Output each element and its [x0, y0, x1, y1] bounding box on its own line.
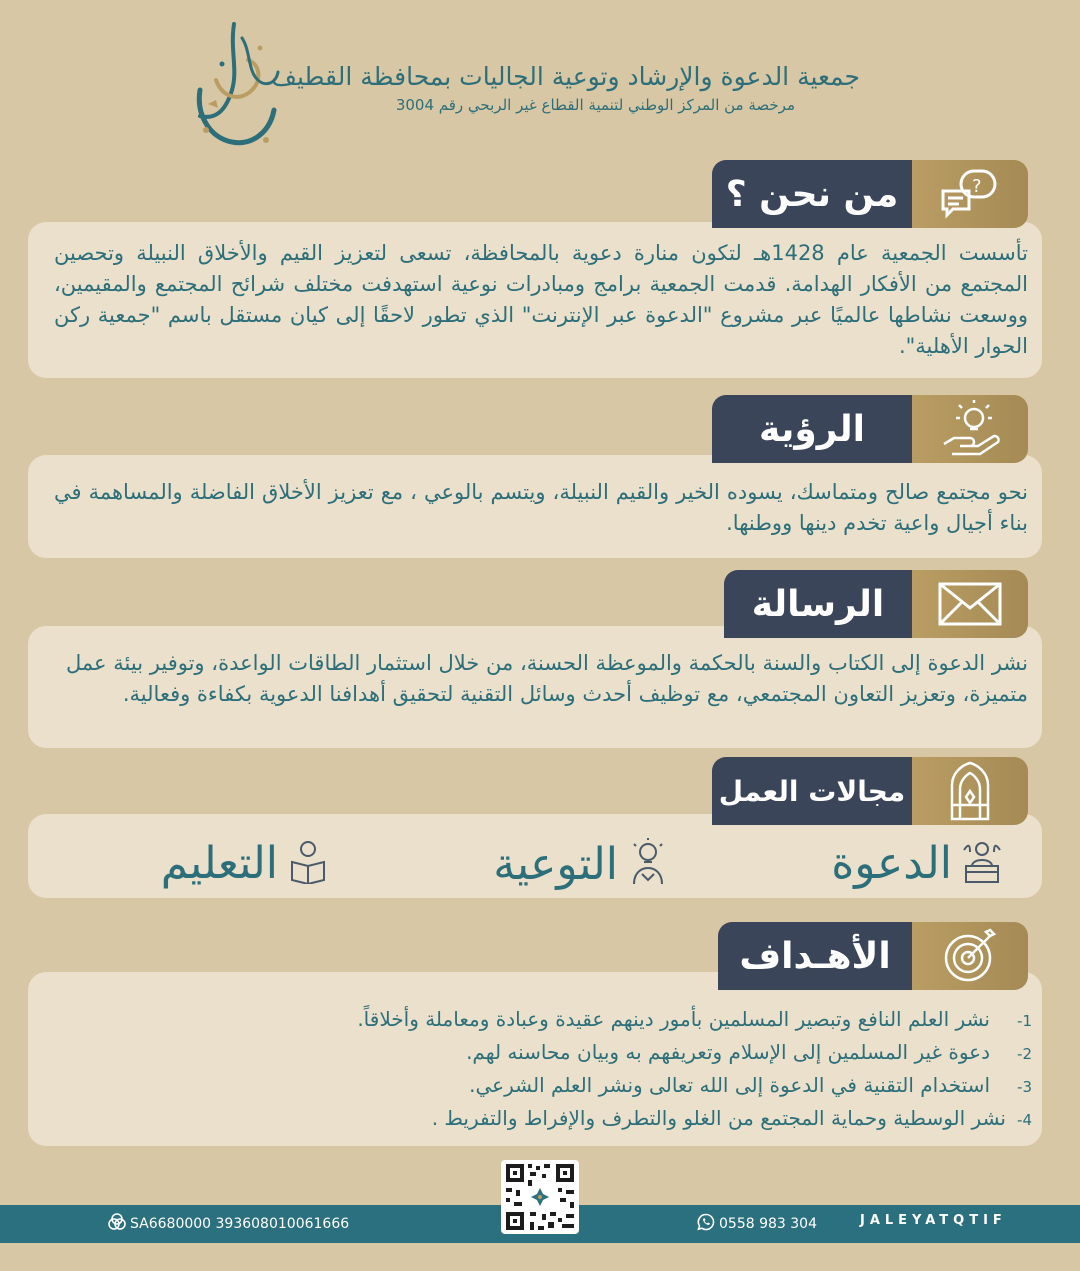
whatsapp-icon — [697, 1213, 715, 1235]
phone-text: 0558 983 304 — [719, 1216, 817, 1232]
mission-title: الرسالة — [724, 570, 912, 638]
iban-text: SA6680000 393608010061666 — [130, 1216, 350, 1232]
goal-number: 4- — [1017, 1111, 1032, 1129]
field-awareness-label: التوعية — [493, 838, 618, 890]
mission-heading — [724, 570, 1028, 638]
goal-item — [60, 1070, 1032, 1103]
goal-text: دعوة غير المسلمين إلى الإسلام وتعريفهم به وبيان محاسنه لهم. — [466, 1040, 990, 1064]
about-heading — [712, 160, 1028, 228]
about-panel — [28, 222, 1042, 378]
goal-text: نشر الوسطية وحماية المجتمع من الغلو والتطرف والإفراط والتفريط . — [431, 1106, 1006, 1130]
field-awareness — [493, 838, 668, 890]
vision-text: نحو مجتمع صالح ومتماسك، يسوده الخير والقيم النبيلة، ويتسم بالوعي ، مع تعزيز الأخلاق الفاضلة والمساهمة في بناء أجيال واعية تخدم دينها ووطنها. — [54, 480, 1028, 535]
goal-item — [60, 1004, 1032, 1037]
idea-person-icon — [628, 838, 668, 890]
vision-title: الرؤية — [712, 395, 912, 463]
goal-text: استخدام التقنية في الدعوة إلى الله تعالى ونشر العلم الشرعي. — [469, 1073, 990, 1097]
qr-code[interactable] — [501, 1160, 579, 1234]
goal-number: 2- — [1017, 1045, 1032, 1063]
goal-number: 1- — [1017, 1012, 1032, 1030]
about-text: تأسست الجمعية عام 1428هـ لتكون منارة دعوية بالمحافظة، تسعى لتعزيز القيم والأخلاق النبيلة وتحصين المجتمع من الأفكار الهدامة. قدمت الجمعية برامج ومبادرات نوعية استهدفت مختلف شرائح المجتمع والمقيمين، ووسعت نشاطها عالميًا عبر مشروع "الدعوة عبر الإنترنت" الذي تطور لاحقًا إلى كيان مستقل باسم "جمعية ركن الحوار الأهلية". — [54, 241, 1028, 358]
field-dawah-label: الدعوة — [831, 838, 952, 889]
field-education — [161, 838, 328, 889]
target-icon — [912, 922, 1028, 990]
goals-heading — [718, 922, 1028, 990]
goals-title: الأهـداف — [718, 922, 912, 990]
calligraphy-logo-icon — [186, 20, 286, 150]
mission-panel — [28, 626, 1042, 748]
phone-info — [697, 1213, 817, 1235]
goal-item — [60, 1037, 1032, 1070]
social-handle: JALEYATQTIF — [860, 1213, 1007, 1228]
fields-title: مجالات العمل — [712, 757, 912, 825]
goal-item — [60, 1103, 1032, 1136]
iban-info — [108, 1213, 349, 1235]
mosque-arch-icon — [912, 757, 1028, 825]
bank-icon — [108, 1213, 126, 1235]
vision-heading — [712, 395, 1028, 463]
question-chat-icon — [912, 160, 1028, 228]
envelope-icon — [912, 570, 1028, 638]
field-education-label: التعليم — [160, 838, 278, 889]
preacher-icon — [962, 840, 1002, 888]
mission-text: نشر الدعوة إلى الكتاب والسنة بالحكمة والموعظة الحسنة، من خلال استثمار الطاقات الواعدة، وتوفير بيئة عمل متميزة، وتعزيز التعاون المجتمعي، مع توظيف أحدث وسائل التقنية لتحقيق أهدافنا الدعوية بكفاءة وفعالية. — [66, 651, 1028, 706]
reader-icon — [288, 840, 328, 888]
goal-number: 3- — [1017, 1078, 1032, 1096]
vision-panel — [28, 455, 1042, 558]
goals-list — [60, 1004, 1032, 1136]
svg-text:?: ? — [972, 176, 982, 197]
org-name: جمعية الدعوة والإرشاد وتوعية الجاليات بمحافظة القطيف — [271, 62, 860, 91]
goal-text: نشر العلم النافع وتبصير المسلمين بأمور دينهم عقيدة وعبادة ومعاملة وأخلاقاً. — [357, 1007, 990, 1031]
about-title: من نحن ؟ — [712, 160, 912, 228]
license-note: مرخصة من المركز الوطني لتنمية القطاع غير الربحي رقم 3004 — [395, 96, 795, 114]
lightbulb-hand-icon — [912, 395, 1028, 463]
field-dawah — [831, 838, 1002, 889]
fields-heading — [712, 757, 1028, 825]
